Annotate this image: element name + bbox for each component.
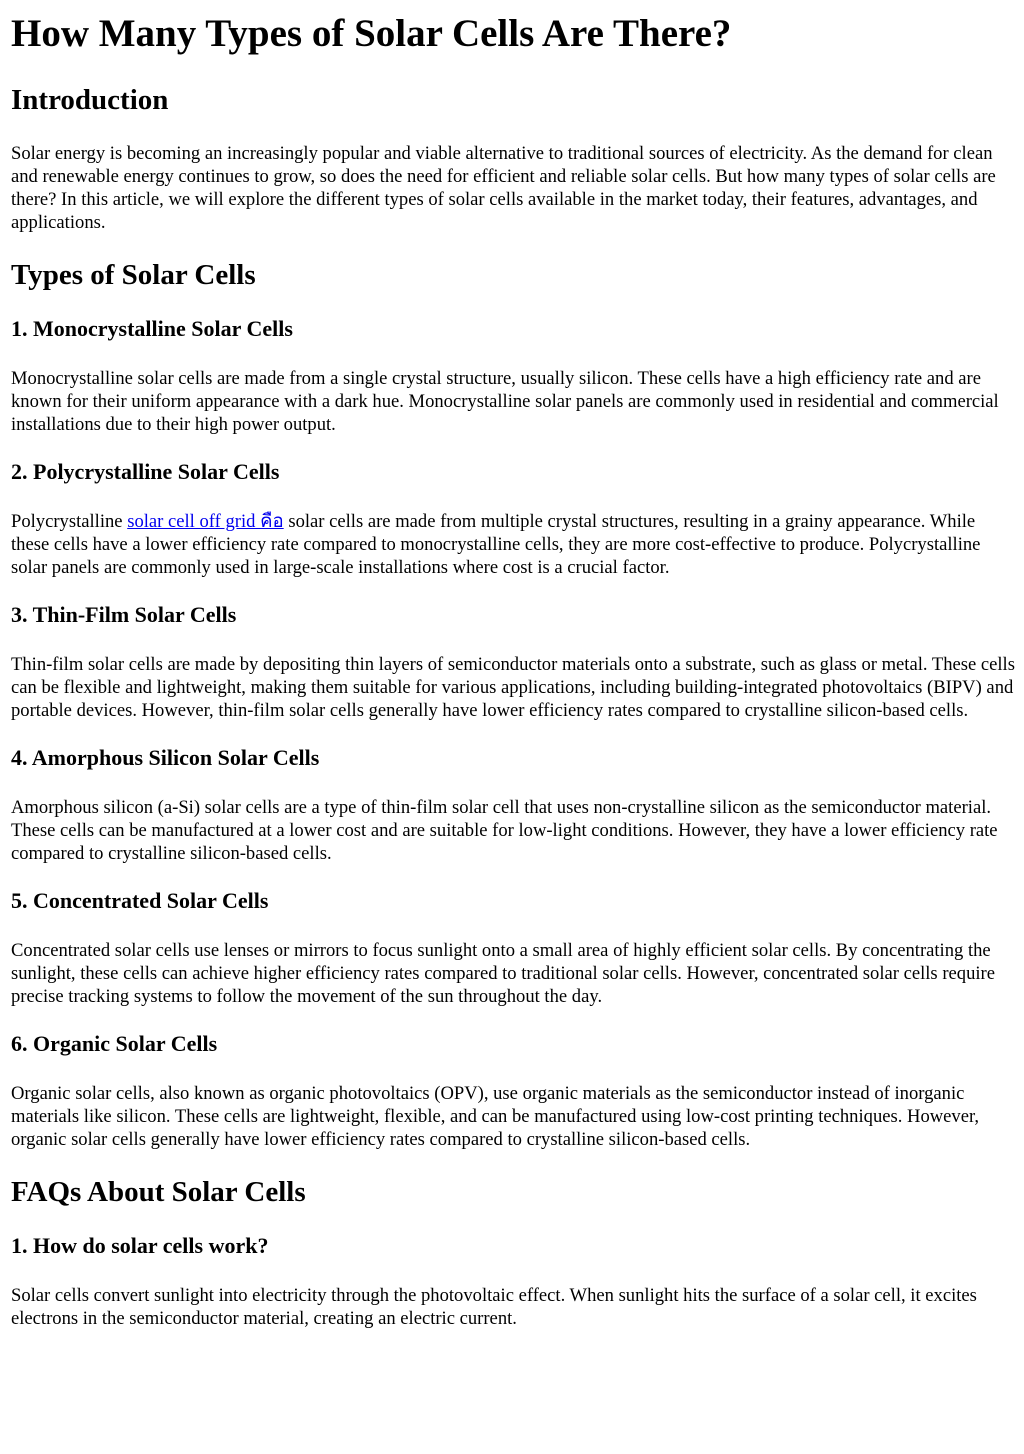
subheading-monocrystalline: 1. Monocrystalline Solar Cells xyxy=(11,316,293,341)
subheading-organic: 6. Organic Solar Cells xyxy=(11,1031,218,1056)
faq-answer: Solar cells convert sunlight into electricity through the photovoltaic effect. When sunlight hits the surface of a solar cell, it excites electrons in the semiconductor material, creating an electric current. xyxy=(11,1285,977,1329)
paragraph-polycrystalline xyxy=(11,510,1016,579)
solar-cell-off-grid-link[interactable]: solar cell off grid คือ xyxy=(127,511,284,532)
paragraph-concentrated: Concentrated solar cells use lenses or mirrors to focus sunlight onto a small area of highly efficient solar cells. By concentrating the sunlight, these cells can achieve higher efficiency rates compared to traditional solar cells. However, concentrated solar cells require precise tracking systems to follow the movement of the sun throughout the day. xyxy=(11,940,995,1007)
paragraph-amorphous-silicon: Amorphous silicon (a-Si) solar cells are a type of thin-film solar cell that uses non-crystalline silicon as the semiconductor material. These cells can be manufactured at a lower cost and are suitable for low-light conditions. However, they have a lower efficiency rate compared to crystalline silicon-based cells. xyxy=(11,797,998,864)
section-heading-faqs: FAQs About Solar Cells xyxy=(11,1176,306,1208)
paragraph-text: solar cells are made from multiple crystal structures, resulting in a grainy appearance. While these cells have a lower efficiency rate compared to monocrystalline cells, they are more cost-effective to produce. Polycrystalline solar panels are commonly used in large-scale installations where cost is a crucial factor. xyxy=(11,511,981,578)
section-heading-types: Types of Solar Cells xyxy=(11,259,256,291)
subheading-concentrated: 5. Concentrated Solar Cells xyxy=(11,888,269,913)
subheading-thin-film: 3. Thin-Film Solar Cells xyxy=(11,602,237,627)
section-heading-introduction: Introduction xyxy=(11,84,169,116)
paragraph-introduction: Solar energy is becoming an increasingly popular and viable alternative to traditional sources of electricity. As the demand for clean and renewable energy continues to grow, so does the need for efficient and reliable solar cells. But how many types of solar cells are there? In this article, we will explore the different types of solar cells available in the market today, their features, advantages, and applications. xyxy=(11,143,996,233)
paragraph-thin-film: Thin-film solar cells are made by depositing thin layers of semiconductor materials onto a substrate, such as glass or metal. These cells can be flexible and lightweight, making them suitable for various applications, including building-integrated photovoltaics (BIPV) and portable devices. However, thin-film solar cells generally have lower efficiency rates compared to crystalline silicon-based cells. xyxy=(11,654,1015,721)
paragraph-text: Polycrystalline xyxy=(11,511,128,532)
subheading-amorphous-silicon: 4. Amorphous Silicon Solar Cells xyxy=(11,745,320,770)
paragraph-organic: Organic solar cells, also known as organic photovoltaics (OPV), use organic materials as the semiconductor instead of inorganic materials like silicon. These cells are lightweight, flexible, and can be manufactured using low-cost printing techniques. However, organic solar cells generally have lower efficiency rates compared to crystalline silicon-based cells. xyxy=(11,1083,980,1150)
article xyxy=(0,8,1024,1330)
faq-question: 1. How do solar cells work? xyxy=(11,1233,269,1258)
paragraph-monocrystalline: Monocrystalline solar cells are made from a single crystal structure, usually silicon. These cells have a high efficiency rate and are known for their uniform appearance with a dark hue. Monocrystalline solar panels are commonly used in residential and commercial installations due to their high power output. xyxy=(11,368,999,435)
page-title: How Many Types of Solar Cells Are There? xyxy=(11,12,732,55)
subheading-polycrystalline: 2. Polycrystalline Solar Cells xyxy=(11,459,280,484)
